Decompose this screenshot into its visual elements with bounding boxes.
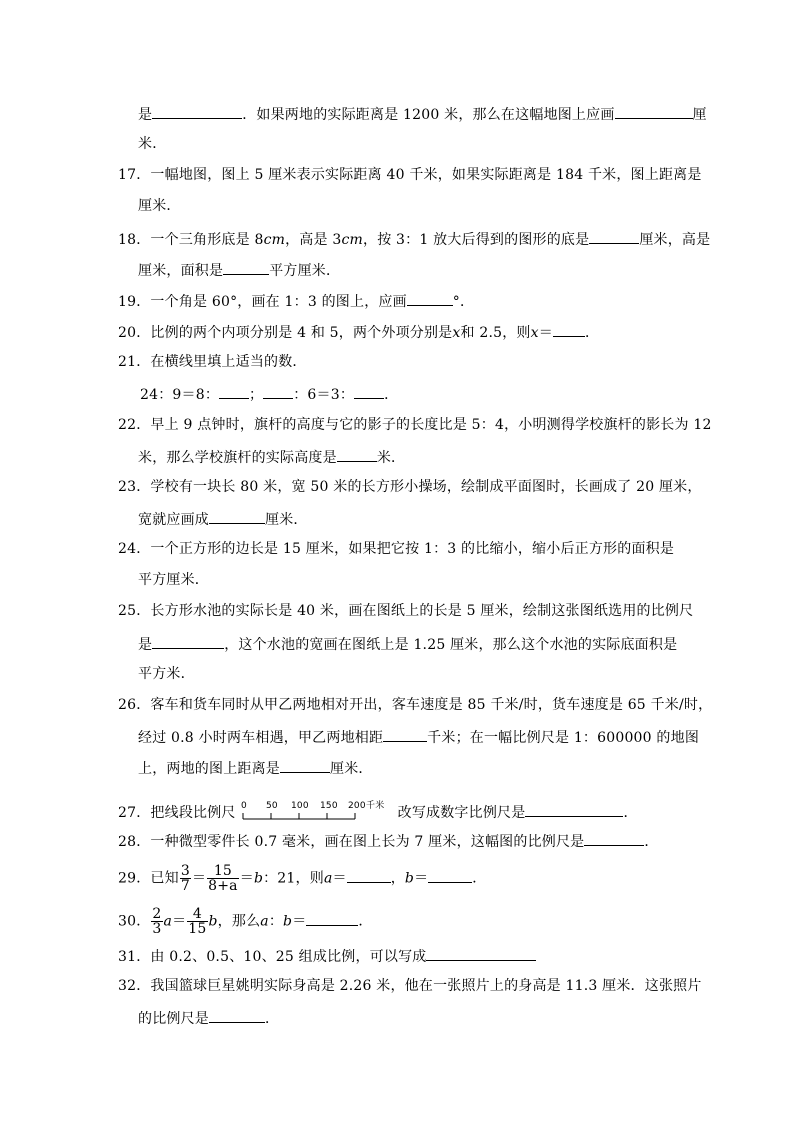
question-24-end: 平方厘米．	[138, 572, 209, 588]
answer-blank[interactable]	[407, 291, 453, 306]
answer-blank[interactable]	[337, 447, 377, 462]
scale-tick-label: 200	[347, 801, 366, 811]
question-21: 21．在横线里填上适当的数．	[118, 354, 307, 370]
answer-blank[interactable]	[152, 634, 224, 649]
question-24: 24．一个正方形的边长是 15 厘米，如果把它按 1：3 的比缩小，缩小后正方形的面积是	[118, 541, 675, 557]
answer-blank[interactable]	[354, 384, 384, 399]
answer-blank[interactable]	[209, 1008, 265, 1023]
question-25-end: 平方米．	[138, 666, 195, 682]
answer-blank[interactable]	[209, 509, 265, 524]
answer-blank[interactable]	[428, 868, 472, 883]
question-26: 26．客车和货车同时从甲乙两地相对开出，客车速度是 85 千米/时，货车速度是 65 千米/时，	[118, 697, 713, 713]
answer-blank[interactable]	[525, 802, 623, 817]
scale-tick-label: 50	[265, 801, 278, 811]
question-21-blanks: 24：9＝8： ； ：6＝3： ．	[140, 384, 398, 404]
fraction: $\frac{15}{8+a}$	[208, 863, 238, 894]
question-32-cont: 的比例尺是 ．	[138, 1008, 279, 1028]
fraction: $\frac{3}{7}$	[180, 863, 190, 894]
answer-blank[interactable]	[589, 229, 639, 244]
question-23: 23．学校有一块长 80 米，宽 50 米的长方形小操场，绘制成平面图时，长画成了 20 厘米，	[118, 479, 702, 495]
fraction: $\frac{2}{3}$	[152, 906, 162, 937]
question-22-cont: 米，那么学校旗杆的实际高度是 米．	[138, 447, 405, 467]
question-16-cont: 是 ．如果两地的实际距离是 1200 米，那么在这幅地图上应画 厘	[138, 104, 707, 124]
scale-unit-label: 千米	[365, 801, 385, 811]
fraction: $\frac{4}{15}$	[188, 906, 207, 937]
question-23-cont: 宽就应画成 厘米．	[138, 509, 308, 529]
answer-blank[interactable]	[306, 911, 358, 926]
question-30: 30． $\frac{2}{3}$ a＝ $\frac{4}{15}$ b，那么a：b＝ ．	[118, 906, 373, 937]
question-27: 27．把线段比例尺 0 50 100 150 200 千米 改写成数字比例尺是 ．	[118, 800, 638, 826]
answer-blank[interactable]	[426, 946, 536, 961]
question-17: 17．一幅地图，图上 5 厘米表示实际距离 40 千米，如果实际距离是 184 千米，图上距离是	[118, 167, 702, 183]
answer-blank[interactable]	[553, 322, 585, 337]
question-25: 25．长方形水池的实际长是 40 米，画在图纸上的长是 5 厘米，绘制这张图纸选用的比例尺	[118, 603, 694, 619]
answer-blank[interactable]	[280, 758, 330, 773]
line-segment-scale-bar	[240, 800, 392, 826]
question-26-end: 上，两地的图上距离是 厘米．	[138, 758, 373, 778]
question-17-end: 厘米．	[138, 198, 181, 214]
question-20: 20．比例的两个内项分别是 4 和 5，两个外项分别是x和 2.5，则x＝ ．	[118, 322, 599, 342]
question-28: 28．一种微型零件长 0.7 毫米，画在图上长为 7 厘米，这幅图的比例尺是 ．	[118, 831, 659, 851]
question-22: 22．早上 9 点钟时，旗杆的高度与它的影子的长度比是 5：4，小明测得学校旗杆的影长为 12	[118, 417, 712, 433]
question-32: 32．我国篮球巨星姚明实际身高是 2.26 米，他在一张照片上的身高是 11.3 厘米．这张照片	[118, 978, 702, 994]
answer-blank[interactable]	[152, 104, 242, 119]
answer-blank[interactable]	[584, 831, 644, 846]
question-31: 31．由 0.2、0.5、10、25 组成比例，可以写成	[118, 946, 536, 966]
scale-tick-label: 150	[319, 801, 338, 811]
scale-tick-label: 0	[240, 801, 247, 811]
answer-blank[interactable]	[223, 260, 269, 275]
question-16-end: 米．	[138, 136, 167, 152]
question-26-cont: 经过 0.8 小时两车相遇，甲乙两地相距 千米；在一幅比例尺是 1：600000 的地图	[138, 727, 699, 747]
question-29: 29．已知 $\frac{3}{7}$ ＝ $\frac{15}{8+a}$ ＝b：21，则a＝ ，b＝ ．	[118, 863, 487, 894]
answer-blank[interactable]	[347, 868, 391, 883]
scale-tick-label: 100	[290, 801, 309, 811]
question-18-cont: 厘米，面积是 平方厘米．	[138, 260, 340, 280]
answer-blank[interactable]	[615, 104, 693, 119]
answer-blank[interactable]	[263, 384, 293, 399]
question-19: 19．一个角是 60°，画在 1：3 的图上，应画 °．	[118, 291, 474, 311]
question-18: 18．一个三角形底是 8cm，高是 3cm，按 3：1 放大后得到的图形的底是 厘米，高是	[118, 229, 710, 249]
question-25-cont: 是 ，这个水池的宽画在图纸上是 1.25 厘米，那么这个水池的实际底面积是	[138, 634, 677, 654]
answer-blank[interactable]	[219, 384, 249, 399]
answer-blank[interactable]	[383, 727, 427, 742]
